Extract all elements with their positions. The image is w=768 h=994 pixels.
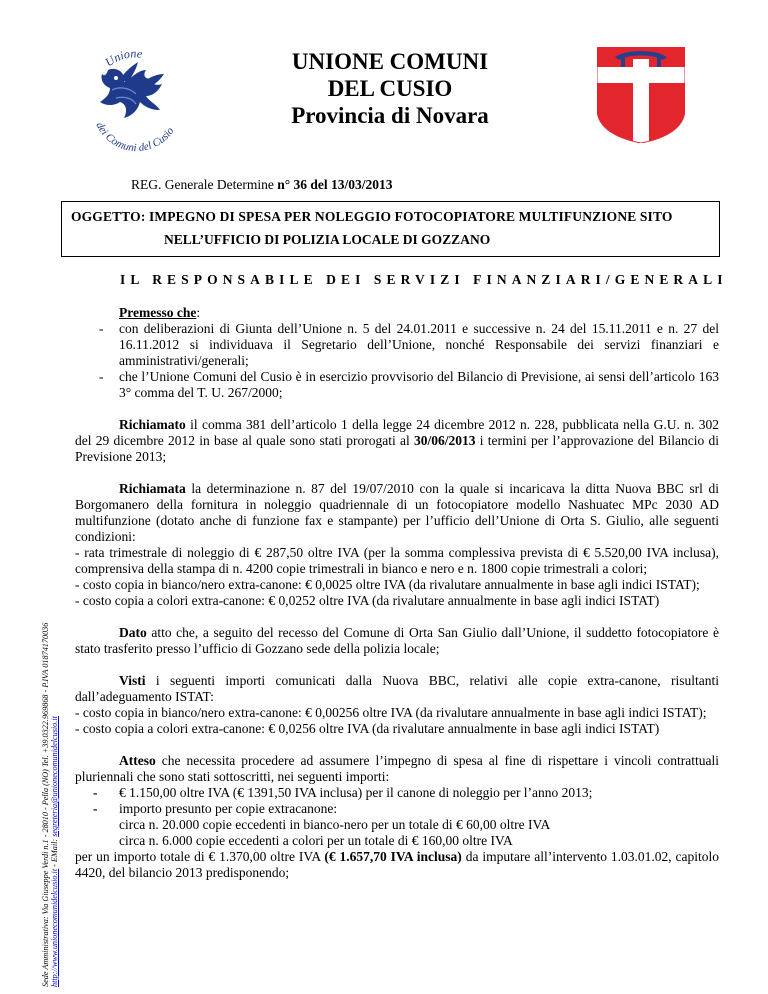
visti-paragraph: Visti i seguenti importi comunicati dalla Nuova BBC, relativi alle copie extra-canone, risultanti dall’adeguamento ISTAT: <box>75 673 719 704</box>
visti-item: - costo copia in bianco/nero extra-canone: € 0,00256 oltre IVA (da rivalutare annualmente in base agli indici ISTAT); <box>75 705 707 720</box>
logo-text-bottom: dei Comuni del Cusio <box>93 120 177 155</box>
dato-paragraph: Dato atto che, a seguito del recesso del Comune di Orta San Giulio dall’Unione, il suddetto fotocopiatore è stato trasferito presso l’ufficio di Gozzano sede della polizia locale; <box>75 625 719 656</box>
sidebar-address: Sede Amministrativa: Via Giuseppe Verdi n.1 - 28010 - Pella (NO) Tel. +39.0322.969868 - P.IVA 01874170036 <box>41 622 50 987</box>
unione-logo <box>80 40 190 158</box>
premesso-heading: Premesso che: <box>119 305 201 320</box>
condition-item: - rata trimestrale di noleggio di € 287,50 oltre IVA (per la somma complessiva prevista di € 5.520,00 IVA inclusa), comprensiva della stampa di n. 4200 copie trimestrali in bianco e nero e n. 1800 copie trimestrali a colori; <box>75 545 719 576</box>
header-title-line-2: DEL CUSIO <box>327 76 453 101</box>
richiamato-paragraph: Richiamato il comma 381 dell’articolo 1 della legge 24 dicembre 2012 n. 228, pubblicata nella G.U. n. 302 del 29 dicembre 2012 in base al quale sono stati prorogati al 30/06/2013 i termini per l’approvazione del Bilancio di Previsione 2013; <box>75 417 719 464</box>
atteso-item: - importo presunto per copie extracanone: <box>93 801 338 816</box>
premesso-item: - che l’Unione Comuni del Cusio è in esercizio provvisorio del Bilancio di Previsione, ai sensi dell’articolo 163 3° comma del T. U. 267/2000; <box>99 369 719 400</box>
header-title-line-1: UNIONE COMUNI <box>291 49 489 74</box>
regional-crest-icon <box>597 47 685 143</box>
sidebar-email-link[interactable]: segreteria@unionecomunidelcusio.it <box>50 716 59 837</box>
registration-line <box>131 177 392 193</box>
richiamata-paragraph: Richiamata la determinazione n. 87 del 19/07/2010 con la quale si incaricava la ditta Nuova BBC srl di Borgomanero della fornitura in noleggio quadriennale di un fotocopiatore modello Nashuatec MPc 2030 AD multifunzione (dotato anche di funzione fax e stampante) per l’ufficio dell’Unione di Orta S. Giulio, alle seguenti condizioni: <box>75 481 719 544</box>
visti-item: - costo copia a colori extra-canone: € 0,0256 oltre IVA (da rivalutare annualmente in base agli indici ISTAT) <box>75 721 660 736</box>
atteso-sub-item: circa n. 6.000 copie eccedenti a colori per un totale di € 160,00 oltre IVA <box>119 833 513 848</box>
subject-line-2: NELL’UFFICIO DI POLIZIA LOCALE DI GOZZANO <box>164 232 491 247</box>
atteso-paragraph: Atteso che necessita procedere ad assumere l’impegno di spesa al fine di rispettare i vincoli contrattuali pluriennali che sono stati sottoscritti, nei seguenti importi: <box>75 753 719 784</box>
reg-prefix: REG. Generale Determine <box>131 177 278 192</box>
header-title-line-3: Provincia di Novara <box>291 103 489 128</box>
premesso-item: - con deliberazioni di Giunta dell’Unione n. 5 del 24.01.2011 e successive n. 24 del 15.11.2011 e n. 27 del 16.11.2012 si individuava il Segretario dell’Unione, nonché Responsabile dei servizi finanziari e amministrativi/generali; <box>99 321 719 368</box>
sidebar-contact <box>33 275 59 987</box>
atteso-item: - € 1.150,00 oltre IVA (€ 1391,50 IVA inclusa) per il canone di noleggio per l’anno 2013; <box>93 785 593 800</box>
logo-text-top: Unione <box>102 46 143 70</box>
reg-number: n° 36 del 13/03/2013 <box>277 177 393 192</box>
document-body <box>75 305 719 881</box>
header-title <box>240 48 540 129</box>
subject-line-1: OGGETTO: IMPEGNO DI SPESA PER NOLEGGIO FOTOCOPIATORE MULTIFUNZIONE SITO <box>71 209 673 224</box>
condition-item: - costo copia in bianco/nero extra-canone: € 0,0025 oltre IVA (da rivalutare annualmente in base agli indici ISTAT); <box>75 577 700 592</box>
sidebar-website-link[interactable]: http://www.unionecomunidelcusio.it <box>50 868 59 987</box>
svg-text:Unione <box>102 46 143 69</box>
atteso-total: per un importo totale di € 1.370,00 oltre IVA (€ 1.657,70 IVA inclusa) da imputare all’intervento 1.03.01.02, capitolo 4420, del bilancio 2013 predisponendo; <box>75 849 719 880</box>
subject-box <box>61 201 720 257</box>
responsabile-heading: IL RESPONSABILE DEI SERVIZI FINANZIARI/GENERALI <box>120 272 728 287</box>
condition-item: - costo copia a colori extra-canone: € 0,0252 oltre IVA (da rivalutare annualmente in base agli indici ISTAT) <box>75 593 660 608</box>
svg-text:dei Comuni del Cusio <box>93 120 176 154</box>
sidebar-email-label: - EMail: <box>50 838 59 867</box>
atteso-sub-item: circa n. 20.000 copie eccedenti in bianco-nero per un totale di € 60,00 oltre IVA <box>119 817 551 832</box>
